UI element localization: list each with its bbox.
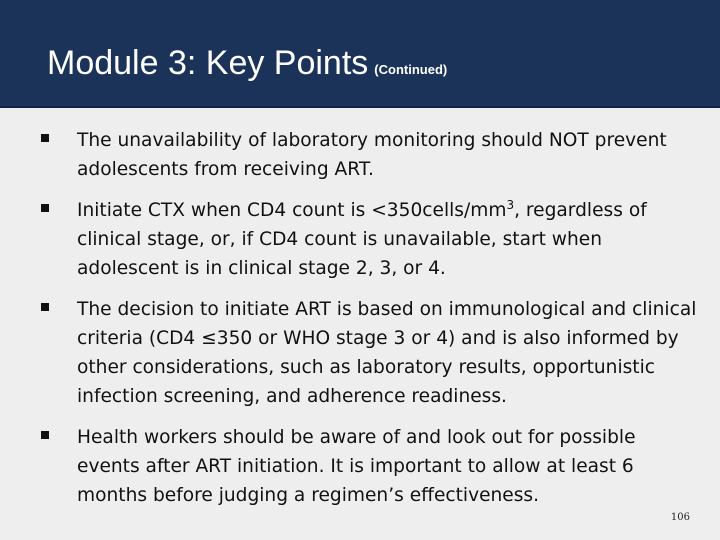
bullet-item [0, 196, 720, 283]
bullet-text-part: , regardless of clinical stage, or, if CD4 count is unavailable, start when adolescent is in clinical stage 2, 3, or 4. [77, 200, 647, 279]
title-main: Module 3: Key Points [47, 44, 369, 82]
slide-title [47, 44, 447, 83]
title-subtitle: (Continued) [374, 62, 448, 77]
square-bullet-icon [41, 204, 49, 212]
page-number: 106 [670, 512, 690, 523]
bullet-item [0, 295, 720, 411]
bullet-text: The unavailability of laboratory monitoring should NOT prevent adolescents from receiving ART. [77, 130, 667, 180]
square-bullet-icon [41, 431, 49, 439]
bullet-item [0, 126, 720, 184]
bullet-text [77, 196, 702, 283]
square-bullet-icon [41, 303, 49, 311]
bullet-item [0, 423, 720, 510]
bullet-text: The decision to initiate ART is based on immunological and clinical criteria (CD4 ≤350 or WHO stage 3 or 4) and is also informed by other considerations, such as laboratory results, opportunistic infection screening, and adherence readiness. [77, 299, 697, 407]
square-bullet-icon [41, 134, 49, 142]
bullet-text: Health workers should be aware of and look out for possible events after ART initiation. It is important to allow at least 6 months before judging a regimen’s effectiveness. [77, 427, 636, 506]
bullet-text-part: Initiate CTX when CD4 count is <350cells/mm [77, 200, 507, 221]
bullet-list [0, 126, 720, 522]
superscript: 3 [506, 197, 515, 212]
slide-header [0, 0, 720, 108]
